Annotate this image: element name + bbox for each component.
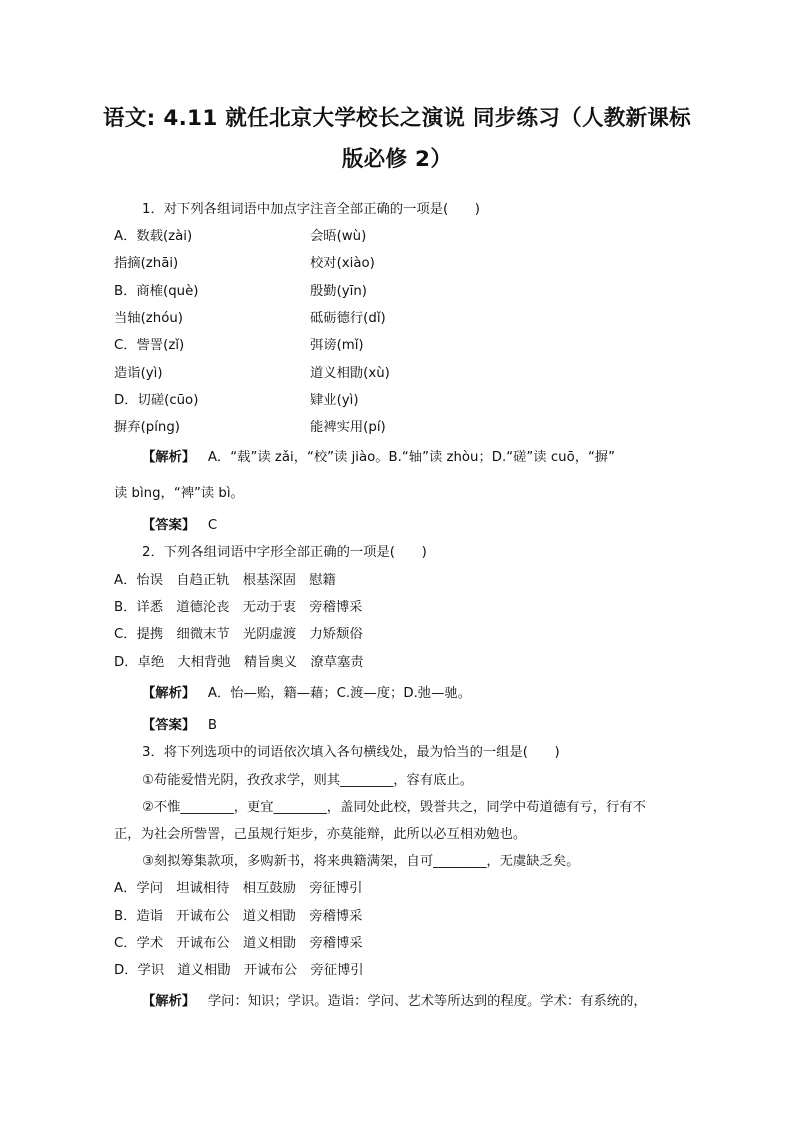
q2-option-b: B．详悉 道德沦丧 无动于衷 旁稽博采 <box>114 600 363 615</box>
q2-option-a: A．怡误 自趋正轨 根基深固 慰籍 <box>114 573 336 588</box>
q1-option-d-word4: 能裨实用(pí) <box>310 420 386 435</box>
q2-option-d: D．卓绝 大相背弛 精旨奥义 潦草塞责 <box>114 655 364 670</box>
q2-analysis <box>142 686 471 702</box>
q1-option-d-word1: D．切磋(cūo) <box>114 393 199 408</box>
q2-answer-tag: 【答案】 <box>142 718 196 733</box>
title-line-2: 版必修 2） <box>341 147 453 172</box>
q3-option-d: D．学识 道义相勖 开诚布公 旁征博引 <box>114 963 364 978</box>
q1-option-a-word2: 会晤(wù) <box>310 229 367 244</box>
q1-answer-value: C <box>207 518 218 533</box>
q1-option-b-word3: 当轴(zhóu) <box>114 311 183 326</box>
q3-option-a: A．学问 坦诚相待 相互鼓励 旁征博引 <box>114 881 363 896</box>
q1-analysis-tag: 【解析】 <box>142 450 196 465</box>
q1-option-a-word1: A．数载(zài) <box>114 229 193 244</box>
q1-option-b-word4: 砥砺德行(dǐ) <box>310 311 386 326</box>
q1-option-a-word4: 校对(xiào) <box>310 256 375 271</box>
q1-option-b-word2: 殷勤(yīn) <box>310 284 367 299</box>
q3-sentence-3: ③刻拟筹集款项，多购新书，将来典籍满架，自可________，无虞缺乏矣。 <box>142 854 580 869</box>
q2-answer-value: B <box>207 718 217 733</box>
q1-stem: 1．对下列各组词语中加点字注音全部正确的一项是( ) <box>142 202 480 217</box>
q3-sentence-2-cont: 正，为社会所訾詈，己虽规行矩步，亦莫能辩，此所以必互相劝勉也。 <box>114 827 527 842</box>
q1-option-a-word3: 指摘(zhāi) <box>114 256 179 271</box>
title-line-1: 语文: 4.11 就任北京大学校长之演说 同步练习（人教新课标 <box>103 106 691 131</box>
q3-analysis <box>142 994 647 1010</box>
q3-analysis-tag: 【解析】 <box>142 994 196 1009</box>
document-title <box>100 98 694 180</box>
q2-analysis-tag: 【解析】 <box>142 686 196 701</box>
q3-stem: 3．将下列选项中的词语依次填入各句横线处，最为恰当的一组是( ) <box>142 745 560 760</box>
q1-analysis-text-2: 读 bìng，“裨”读 bì。 <box>114 486 244 501</box>
q1-option-d-word2: 肄业(yì) <box>310 393 359 408</box>
q3-option-c: C．学术 开诚布公 道义相勖 旁稽博采 <box>114 936 363 951</box>
q1-analysis <box>142 450 615 466</box>
q2-option-c: C．提携 细微末节 光阴虚渡 力矫颓俗 <box>114 627 363 642</box>
q3-sentence-2: ②不惟________，更宜________，盖同处此校，毁誉共之，同学中苟道德有亏，行有不 <box>142 800 646 815</box>
q2-stem: 2．下列各组词语中字形全部正确的一项是( ) <box>142 545 427 560</box>
q2-analysis-text: A．怡—贻，籍—藉；C.渡—度；D.弛—驰。 <box>207 686 471 701</box>
q1-option-c-word4: 道义相勖(xù) <box>310 366 390 381</box>
q1-option-d-word3: 摒弃(píng) <box>114 420 180 435</box>
q1-option-b-word1: B．商榷(què) <box>114 284 199 299</box>
q1-analysis-text-1: A．“载”读 zǎi，“校”读 jiào。B.“轴”读 zhòu；D.“磋”读 cuō，“摒” <box>207 450 616 465</box>
q1-answer <box>142 518 217 534</box>
q1-option-c-word3: 造诣(yì) <box>114 366 163 381</box>
q3-option-b: B．造诣 开诚布公 道义相勖 旁稽博采 <box>114 909 363 924</box>
q1-answer-tag: 【答案】 <box>142 518 196 533</box>
q1-option-c-word2: 弭谤(mǐ) <box>310 338 364 353</box>
q3-sentence-1: ①苟能爱惜光阴，孜孜求学，则其________，容有底止。 <box>142 773 474 788</box>
q1-option-c-word1: C．訾詈(zǐ) <box>114 338 185 353</box>
q3-analysis-text: 学问：知识；学识。造诣：学问、艺术等所达到的程度。学术：有系统的， <box>207 994 647 1009</box>
q2-answer <box>142 718 217 734</box>
